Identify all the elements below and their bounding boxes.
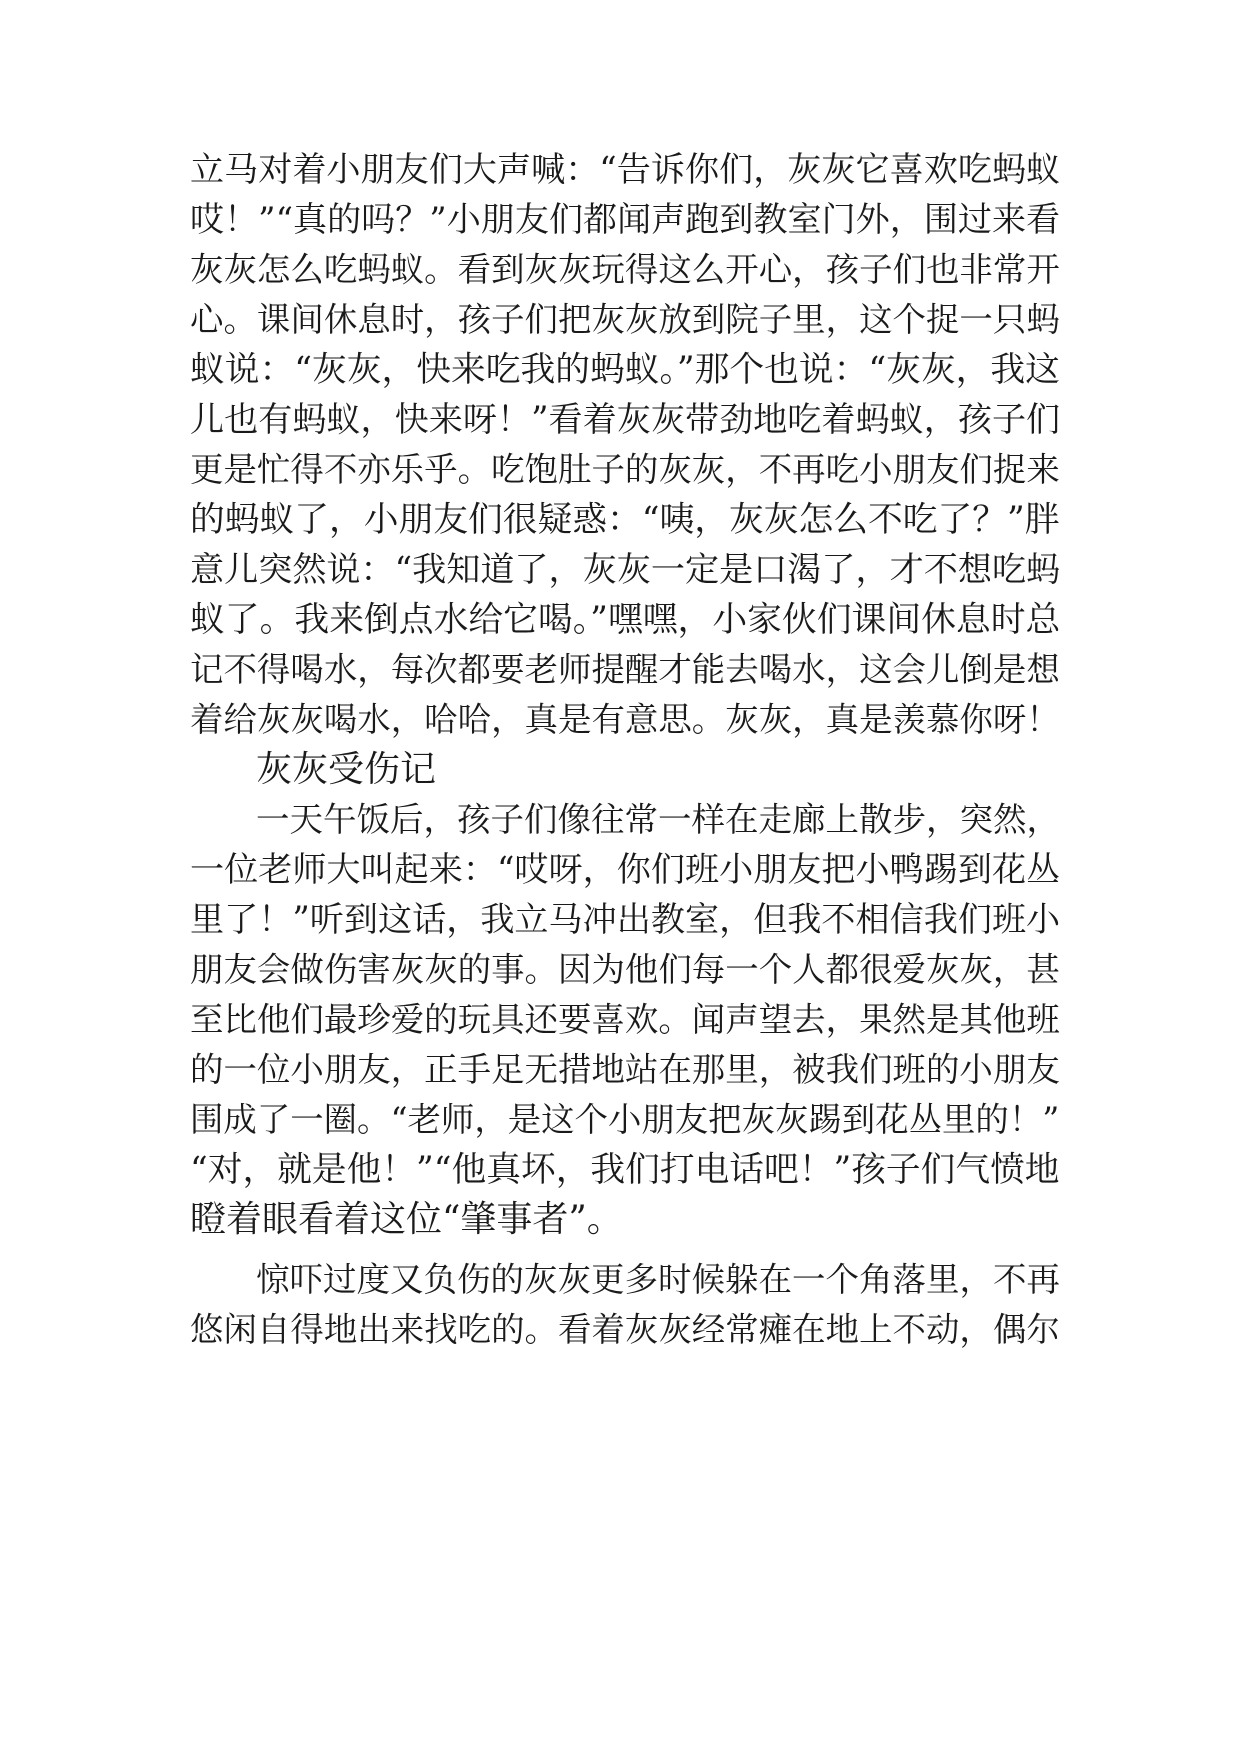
text-line: 着给灰灰喝水，哈哈，真是有意思。灰灰，真是羡慕你呀！ [190, 700, 1060, 739]
text-line: 瞪着眼看着这位“肇事者”。 [190, 1199, 623, 1240]
text-line: 一天午饭后，孩子们像往常一样在走廊上散步，突然， [256, 800, 1060, 839]
text-line: “对，就是他！”“他真坏，我们打电话吧！”孩子们气愤地 [190, 1150, 1060, 1190]
text-line: 心。课间休息时，孩子们把灰灰放到院子里，这个捉一只蚂 [190, 300, 1060, 339]
text-line: 惊吓过度又负伤的灰灰更多时候躲在一个角落里，不再 [256, 1260, 1060, 1299]
text-line: 的一位小朋友，正手足无措地站在那里，被我们班的小朋友 [190, 1050, 1060, 1089]
text-line: 蚁了。我来倒点水给它喝。”嘿嘿，小家伙们课间休息时总 [190, 600, 1061, 640]
text-line: 的蚂蚁了，小朋友们很疑惑：“咦，灰灰怎么不吃了？”胖 [190, 500, 1060, 540]
text-line: 一位老师大叫起来：“哎呀，你们班小朋友把小鸭踢到花丛 [190, 850, 1061, 890]
text-line: 里了！”听到这话，我立马冲出教室，但我不相信我们班小 [190, 900, 1061, 940]
text-line: 意儿突然说：“我知道了，灰灰一定是口渴了，才不想吃蚂 [190, 550, 1061, 590]
text-line: 儿也有蚂蚁，快来呀！”看着灰灰带劲地吃着蚂蚁，孩子们 [190, 400, 1061, 440]
text-line: 朋友会做伤害灰灰的事。因为他们每一个人都很爱灰灰，甚 [190, 950, 1060, 989]
text-line: 灰灰怎么吃蚂蚁。看到灰灰玩得这么开心，孩子们也非常开 [190, 250, 1060, 289]
section-heading: 灰灰受伤记 [256, 749, 437, 790]
text-line: 立马对着小朋友们大声喊：“告诉你们，灰灰它喜欢吃蚂蚁 [190, 150, 1061, 190]
text-line: 蚁说：“灰灰，快来吃我的蚂蚁。”那个也说：“灰灰，我这 [190, 350, 1060, 390]
text-line: 至比他们最珍爱的玩具还要喜欢。闻声望去，果然是其他班 [190, 1000, 1060, 1039]
text-line: 围成了一圈。“老师，是这个小朋友把灰灰踢到花丛里的！” [190, 1100, 1060, 1139]
text-line: 记不得喝水，每次都要老师提醒才能去喝水，这会儿倒是想 [190, 650, 1060, 689]
text-line: 哎！”“真的吗？”小朋友们都闻声跑到教室门外，围过来看 [190, 200, 1061, 240]
text-line: 更是忙得不亦乐乎。吃饱肚子的灰灰，不再吃小朋友们捉来 [190, 450, 1060, 489]
text-line: 悠闲自得地出来找吃的。看着灰灰经常瘫在地上不动，偶尔 [190, 1310, 1060, 1349]
